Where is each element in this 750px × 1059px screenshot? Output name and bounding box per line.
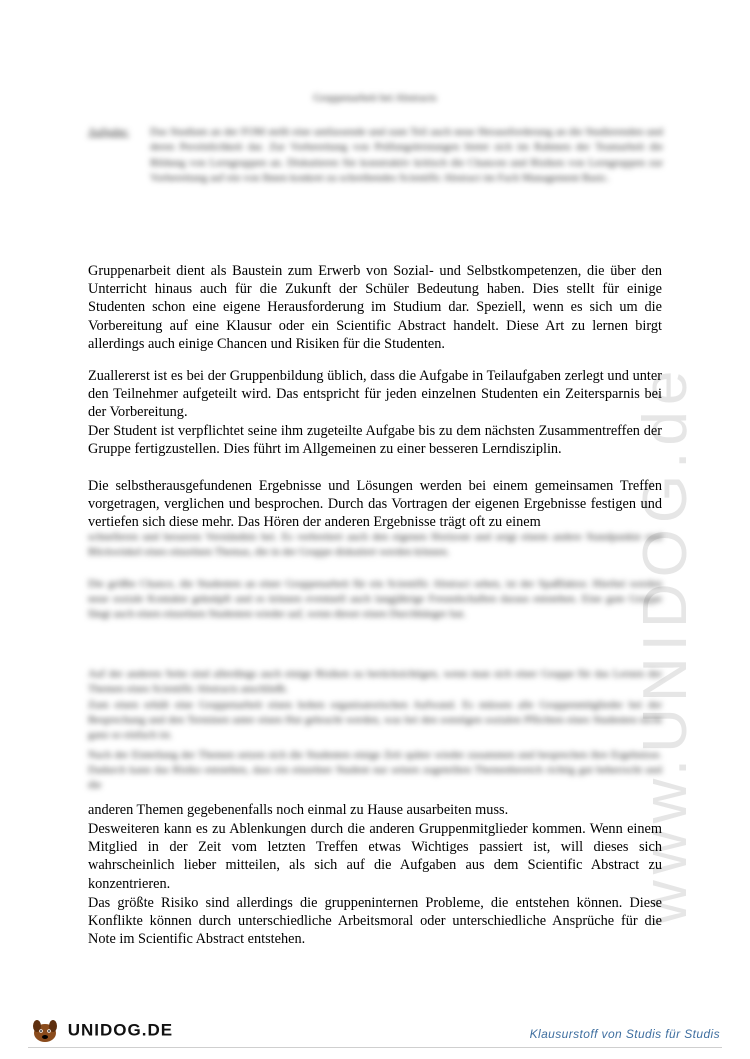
paragraph-discipline: Der Student ist verpflichtet seine ihm zugeteilte Aufgabe bis zu dem nächsten Zusammentreffen der Gruppe fertigzustellen. Dies führt im Allgemeinen zu einer besseren Lerndisziplin. xyxy=(88,423,662,458)
paragraph-time-saving: Zuallererst ist es bei der Gruppenbildung üblich, dass die Aufgabe in Teilaufgaben zerlegt und unter den Teilnehmer aufgeteilt wird. Das entspricht für jeden einzelnen Studenten ein Zeitersparnis bei der Vorbereitung. xyxy=(88,368,662,421)
paragraph-intro: Gruppenarbeit dient als Baustein zum Erwerb von Sozial- und Selbstkompetenzen, die über den Unterricht hinaus auch für die Zukunft der Schüler Bedeutung haben. Dies stellt für einige Studenten schon eine eigene Herausforderung im Studium dar. Speziell, wenn es sich um die Vorbereitung auf eine Klausur oder ein Scientific Abstract handelt. Diese Art zu lernen birgt allerdings auch einige Chancen und Risiken für die Studenten. xyxy=(88,263,662,352)
unidog-logo[interactable] xyxy=(28,1018,173,1044)
paragraph-understanding: schnelleren und besseren Verständnis bei. Es verbreitert auch den eigenen Horizont und zeigt einem andere Standpunkte und Blickwinkel eines einzelnen Themas, die in der Gruppe diskutiert werden können. xyxy=(88,531,662,559)
watermark: www.UNIDOG.de xyxy=(631,364,700,925)
logo-text: UNIDOG.DE xyxy=(67,1020,174,1040)
paragraph-organisation: Zum einen erhält eine Gruppenarbeit einen hohen organisatorischen Aufwand. Es müssen alle Gruppenmitglieder bei der Besprechung und den Terminen unter einen Hut gebracht werden, was bei den sonstigen sozialen Pflichten eines Studenten nicht ganz so einfach ist. xyxy=(88,699,662,742)
task-label: Aufgabe: xyxy=(88,126,129,138)
task-block xyxy=(88,125,663,186)
paragraph-risks-intro: Auf der anderen Seite sind allerdings auch einige Risiken zu berücksichtigen, wenn man sich einer Gruppe für das Lernen der Themen eines Scientific Abstracts anschließt. xyxy=(88,668,662,696)
footer-slogan: Klausurstoff von Studis für Studis xyxy=(529,1027,720,1041)
footer-divider xyxy=(28,1047,722,1048)
paragraph-topics: Nach der Einteilung der Themen setzen sich die Studenten einige Zeit später wieder zusammen und besprechen ihre Ergebnisse. Dadurch kann das Risiko entstehen, dass ein einzelner Student nur seinen zugeteilten Themenbereich richtig gut beherrscht und die xyxy=(88,749,662,792)
paragraph-chance: Die größte Chance, die Studenten an einer Gruppenarbeit für ein Scientific Abstract sehen, ist der Spaßfaktor. Hierbei werden neue soziale Kontakte geknüpft und es können eventuell auch langjährige Freundschaften daraus entstehen. Eine gute Gruppe fängt auch einen einzelnen Studenten wieder auf, wenn dieser einen Durchhänger hat. xyxy=(88,578,662,621)
document-title: Gruppenarbeit bei Abstracts xyxy=(313,92,437,104)
dog-icon xyxy=(28,1018,62,1044)
paragraph-conflicts: Das größte Risiko sind allerdings die gruppeninternen Probleme, die entstehen können. Diese Konflikte können durch unterschiedliche Arbeitsmoral oder unterschiedliche Ansprüche für die Note im Scientific Abstract entstehen. xyxy=(88,895,662,948)
paragraph-results: Die selbstherausgefundenen Ergebnisse und Lösungen werden bei einem gemeinsamen Treffen vorgetragen, verglichen und besprochen. Durch das Vortragen der eigenen Ergebnisse festigen und vertiefen sich diese mehr. Das Hören der anderen Ergebnisse trägt oft zu einem xyxy=(88,478,662,531)
paragraph-topics-end: anderen Themen gegebenenfalls noch einmal zu Hause ausarbeiten muss. xyxy=(88,802,509,818)
task-text: Das Studium an der FOM stellt eine umfassende und zum Teil auch neue Herausforderung an die Studierenden und deren Persönlichkeit dar. Zur Vorbereitung von Prüfungsleistungen bietet sich im Rahmen der Teamarbeit die Bildung von Lerngruppen an. Diskutieren Sie konstruktiv kritisch die Chancen und Risiken von Lerngruppen zur Vorbereitung auf ein von Ihnen konkret zu schreibendes Scientific Abstract im Fach Management Basic. xyxy=(150,126,663,184)
paragraph-distraction: Desweiteren kann es zu Ablenkungen durch die anderen Gruppenmitglieder kommen. Wenn einem Mitglied in der Zeit vom letzten Treffen etwas Wichtiges passiert ist, will dieses sich wahrscheinlich lieber mitteilen, als sich auf die Aufgaben aus dem Scientific Abstract zu konzentrieren. xyxy=(88,821,662,892)
